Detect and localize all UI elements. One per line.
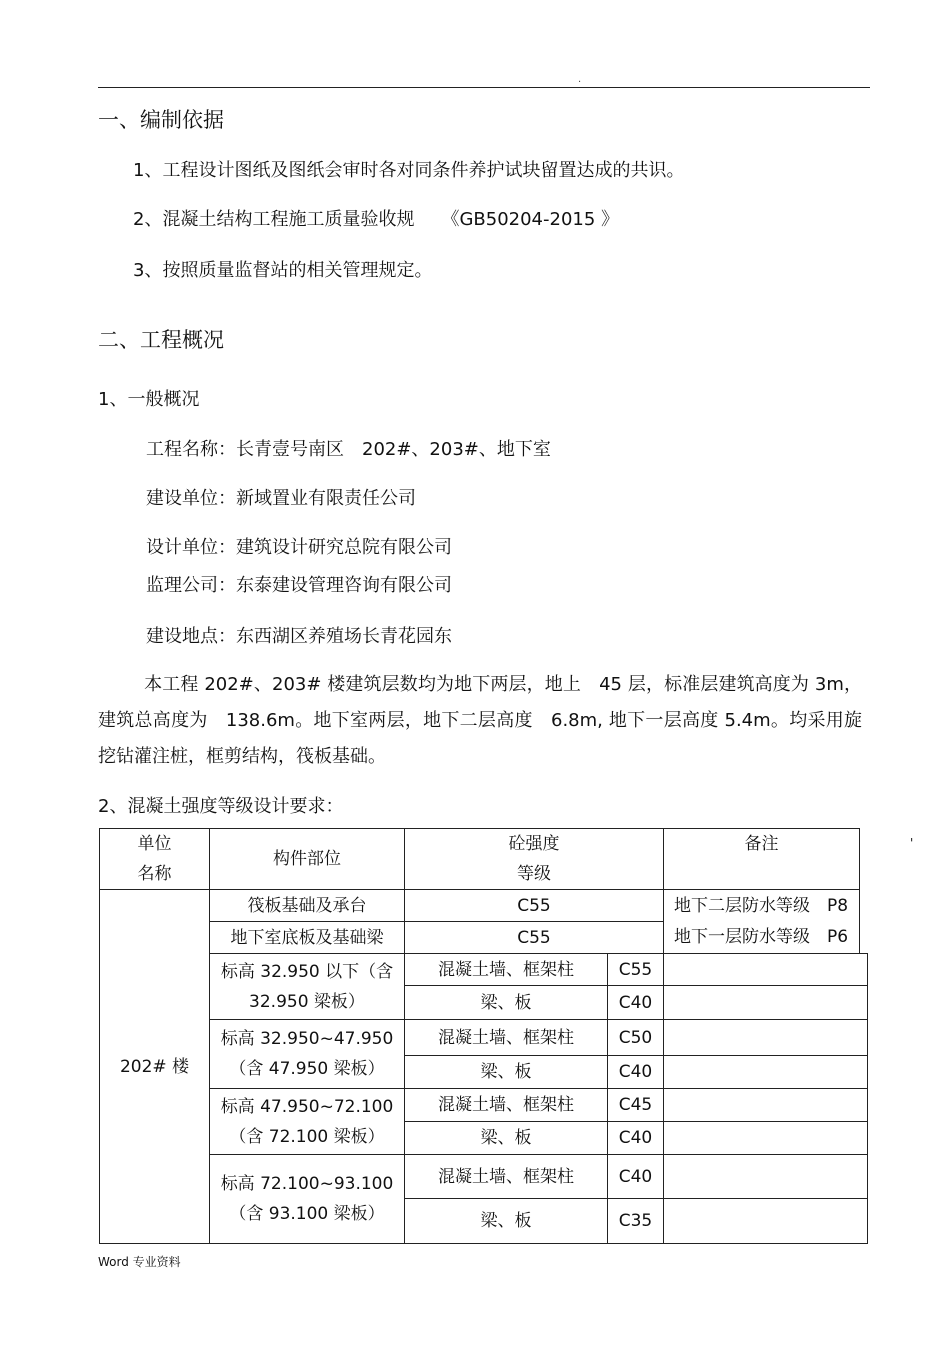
range-2-line2: （含 47.950 梁板）: [229, 1059, 385, 1079]
basis-item-2: 2、混凝土结构工程施工质量验收规 《GB50204-2015 》: [133, 209, 620, 230]
note-1b: [664, 986, 868, 1020]
note-2a: [664, 1020, 868, 1056]
range-4-line2: （含 93.100 梁板）: [229, 1204, 385, 1224]
header-rule: [98, 87, 870, 88]
range-2-line1: 标高 32.950~47.950: [220, 1029, 394, 1049]
part-basement-slab: 地下室底板及基础梁: [210, 922, 405, 954]
header-unit-line2: 名称: [137, 864, 172, 884]
member-3b: 梁、板: [405, 1122, 608, 1155]
range-1: [210, 954, 405, 1020]
grade-2b: C40: [608, 1056, 664, 1089]
basis-item-1: 1、工程设计图纸及图纸会审时各对同条件养护试块留置达成的共识。: [133, 160, 685, 181]
note-2b: [664, 1056, 868, 1089]
field-project-name: 工程名称：长青壹号南区 202#、203#、地下室: [146, 439, 551, 460]
grade-basement-slab: C55: [405, 922, 664, 954]
member-2a: 混凝土墙、框架柱: [405, 1020, 608, 1056]
header-unit-line1: 单位: [137, 834, 172, 854]
range-3-line2: （含 72.100 梁板）: [229, 1126, 385, 1147]
grade-4a: C40: [608, 1155, 664, 1199]
grade-3a: C45: [608, 1089, 664, 1122]
field-supervisor: 监理公司：东泰建设管理咨询有限公司: [146, 575, 452, 596]
subsection-concrete-grade: 2、混凝土强度等级设计要求：: [98, 796, 344, 817]
member-2b: 梁、板: [405, 1056, 608, 1089]
section-1-title: 一、编制依据: [98, 108, 224, 132]
member-4b: 梁、板: [405, 1199, 608, 1244]
note-4a: [664, 1155, 868, 1199]
subsection-general: 1、一般概况: [98, 389, 200, 410]
grade-1a: C55: [608, 954, 664, 986]
header-unit: [100, 829, 210, 890]
member-1b: 梁、板: [405, 986, 608, 1020]
range-4-line1: 标高 72.100~93.100: [220, 1174, 394, 1194]
header-grade-line2: 等级: [517, 864, 551, 884]
note-b2: 地下二层防水等级 P8: [664, 890, 860, 922]
header-grade-line1: 砼强度: [508, 834, 560, 854]
building-name: 202# 楼: [100, 890, 210, 1244]
part-raft: 筏板基础及承台: [210, 890, 405, 922]
field-owner: 建设单位：新域置业有限责任公司: [146, 488, 416, 509]
member-4a: 混凝土墙、框架柱: [405, 1155, 608, 1199]
section-2-title: 二、工程概况: [98, 328, 224, 352]
note-1a: [664, 954, 868, 986]
side-mark: ': [910, 836, 914, 850]
header-dot: .: [578, 74, 582, 85]
grade-raft: C55: [405, 890, 664, 922]
grade-4b: C35: [608, 1199, 664, 1244]
header-part: 构件部位: [210, 829, 405, 890]
note-4b: [664, 1199, 868, 1244]
grade-1b: C40: [608, 986, 664, 1020]
field-designer: 设计单位：建筑设计研究总院有限公司: [146, 537, 452, 558]
range-4: [210, 1155, 405, 1244]
range-1-line2: 32.950 梁板）: [249, 991, 365, 1012]
header-grade: [405, 829, 664, 890]
concrete-grade-table: [99, 828, 868, 1244]
grade-3b: C40: [608, 1122, 664, 1155]
footer-text: Word 专业资料: [98, 1255, 181, 1269]
range-1-line1: 标高 32.950 以下（含: [220, 961, 394, 982]
range-3-line1: 标高 47.950~72.100: [220, 1096, 394, 1117]
member-3a: 混凝土墙、框架柱: [405, 1089, 608, 1122]
grade-2a: C50: [608, 1020, 664, 1056]
note-b1: 地下一层防水等级 P6: [664, 922, 860, 954]
range-2: [210, 1020, 405, 1089]
project-description: [98, 667, 862, 775]
note-3b: [664, 1122, 868, 1155]
member-1a: 混凝土墙、框架柱: [405, 954, 608, 986]
header-note: 备注: [664, 829, 860, 890]
basis-item-3: 3、按照质量监督站的相关管理规定。: [133, 260, 433, 281]
project-description-text: 本工程 202#、203# 楼建筑层数均为地下两层，地上 45 层，标准层建筑高度为 3m，建筑总高度为 138.6m。地下室两层，地下二层高度 6.8m, 地下一层高度 5.4m。均采用旋挖钻灌注桩，框剪结构，筏板基础。: [98, 674, 862, 767]
range-3: [210, 1089, 405, 1155]
note-3a: [664, 1089, 868, 1122]
field-location: 建设地点：东西湖区养殖场长青花园东: [146, 626, 452, 647]
